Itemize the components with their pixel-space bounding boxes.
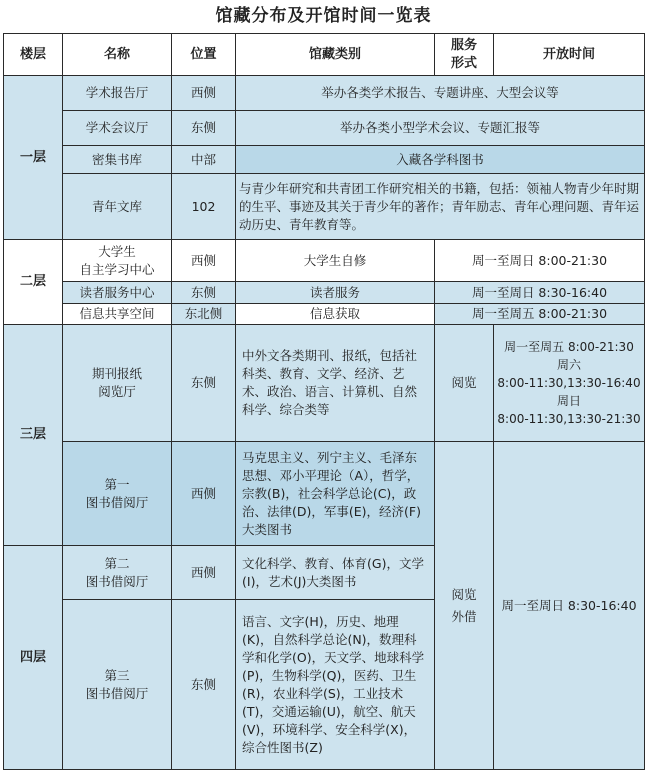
location-cell: 东侧 — [172, 282, 236, 304]
header-hours: 开放时间 — [494, 34, 645, 76]
hours-cell: 周一至周日 8:30-16:40 — [494, 442, 645, 770]
location-cell: 西侧 — [172, 240, 236, 282]
category-cell: 语言、文字(H)，历史、地理(K)，自然科学总论(N)，数理科学和化学(O)，天文学、地球科学(P)，生物科学(Q)，医药、卫生(R)，农业科学(S)，工业技术(T)，交通运输(U)，航空、航天(V)，环境科学、安全科学(X)，综合性图书(Z) — [236, 600, 435, 770]
service-cell: 阅览 外借 — [435, 442, 494, 770]
header-service: 服务形式 — [435, 34, 494, 76]
name-cell: 大学生 自主学习中心 — [63, 240, 172, 282]
category-cell: 文化科学、教育、体育(G)，文学(I)，艺术(J)大类图书 — [236, 546, 435, 600]
floor-cell: 一层 — [4, 76, 63, 240]
location-cell: 东侧 — [172, 325, 236, 442]
table-row — [4, 76, 645, 111]
name-cell: 学术报告厅 — [63, 76, 172, 111]
category-cell: 大学生自修 — [236, 240, 435, 282]
location-cell: 西侧 — [172, 546, 236, 600]
location-cell: 东侧 — [172, 600, 236, 770]
name-cell: 第一 图书借阅厅 — [63, 442, 172, 546]
name-cell: 读者服务中心 — [63, 282, 172, 304]
name-cell: 第三 图书借阅厅 — [63, 600, 172, 770]
header-category: 馆藏类别 — [236, 34, 435, 76]
category-cell: 入藏各学科图书 — [236, 146, 645, 174]
name-cell: 期刊报纸 阅览厅 — [63, 325, 172, 442]
table-row — [4, 442, 645, 546]
floor-cell: 四层 — [4, 546, 63, 770]
category-cell: 中外文各类期刊、报纸，包括社科类、教育、文学、经济、艺术、政治、语言、计算机、自然科学、综合类等 — [236, 325, 435, 442]
collection-table — [3, 33, 645, 770]
floor-cell: 三层 — [4, 325, 63, 546]
table-row — [4, 282, 645, 304]
category-cell: 举办各类小型学术会议、专题汇报等 — [236, 111, 645, 146]
table-row — [4, 304, 645, 325]
hours-cell: 周一至周五 8:00-21:30 — [435, 304, 645, 325]
name-cell: 信息共享空间 — [63, 304, 172, 325]
category-cell: 举办各类学术报告、专题讲座、大型会议等 — [236, 76, 645, 111]
category-cell: 马克思主义、列宁主义、毛泽东思想、邓小平理论（A），哲学，宗教(B)，社会科学总论(C)，政治、法律(D)，军事(E)，经济(F)大类图书 — [236, 442, 435, 546]
service-cell: 阅览 — [435, 325, 494, 442]
category-cell: 信息获取 — [236, 304, 435, 325]
hours-cell: 周一至周日 8:00-21:30 — [435, 240, 645, 282]
header-floor: 楼层 — [4, 34, 63, 76]
table-row — [4, 146, 645, 174]
header-row — [4, 34, 645, 76]
table-row — [4, 325, 645, 442]
location-cell: 中部 — [172, 146, 236, 174]
hours-cell: 周一至周五 8:00-21:30 周六 8:00-11:30,13:30-16:40 周日 8:00-11:30,13:30-21:30 — [494, 325, 645, 442]
category-cell: 与青少年研究和共青团工作研究相关的书籍，包括：领袖人物青少年时期的生平、事迹及其关于青少年的著作；青年励志、青年心理问题、青年运动历史、青年教育等。 — [236, 174, 645, 240]
location-cell: 东北侧 — [172, 304, 236, 325]
name-cell: 密集书库 — [63, 146, 172, 174]
location-cell: 西侧 — [172, 442, 236, 546]
location-cell: 东侧 — [172, 111, 236, 146]
table-row — [4, 174, 645, 240]
page-title: 馆藏分布及开馆时间一览表 — [215, 6, 432, 26]
table-row — [4, 240, 645, 282]
location-cell: 102 — [172, 174, 236, 240]
name-cell: 第二 图书借阅厅 — [63, 546, 172, 600]
hours-cell: 周一至周日 8:30-16:40 — [435, 282, 645, 304]
header-location: 位置 — [172, 34, 236, 76]
location-cell: 西侧 — [172, 76, 236, 111]
name-cell: 青年文库 — [63, 174, 172, 240]
name-cell: 学术会议厅 — [63, 111, 172, 146]
table-row — [4, 111, 645, 146]
header-name: 名称 — [63, 34, 172, 76]
floor-cell: 二层 — [4, 240, 63, 325]
category-cell: 读者服务 — [236, 282, 435, 304]
